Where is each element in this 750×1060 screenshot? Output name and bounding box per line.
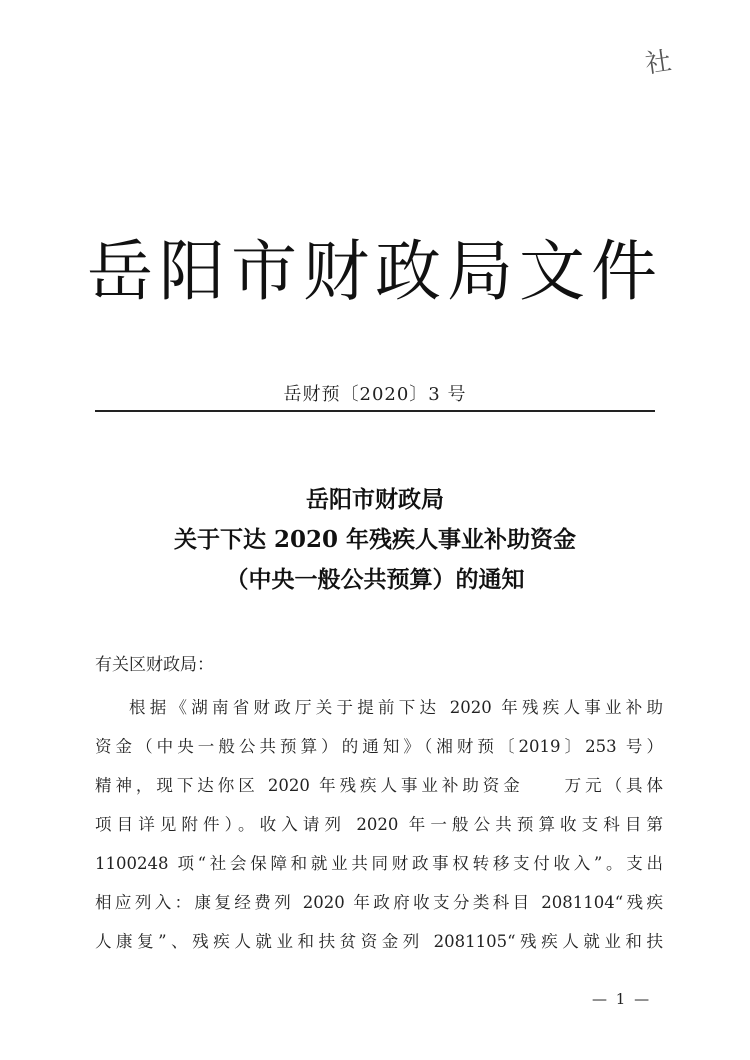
notice-title-line-3: （中央一般公共预算）的通知 [225,566,525,593]
document-number: 岳财预〔2020〕3 号 [283,384,467,405]
body-line: 项目详见附件）。收入请列 2020 年一般公共预算收支科目第 [95,815,663,834]
notice-title [0,480,750,600]
body-line: 精神，现下达你区 2020 年残疾人事业补助资金 万元（具体 [95,776,663,795]
body-line: 资金（中央一般公共预算）的通知》（湘财预〔2019〕253 号） [95,737,663,756]
header-divider [95,410,655,412]
body-line: 相应列入：康复经费列 2020 年政府收支分类科目 2081104“残疾 [95,893,663,912]
body-line: 1100248 项“社会保障和就业共同财政事权转移支付收入”。支出 [95,854,663,873]
body-paragraph [95,688,663,961]
body-line: 根据《湖南省财政厅关于提前下达 2020 年残疾人事业补助 [129,698,663,717]
notice-title-line-1: 岳阳市财政局 [306,486,444,513]
handwritten-annotation: 社 [643,46,674,80]
issuer-title: 岳阳市财政局文件 [87,233,663,310]
page-number: — 1 — [592,990,652,1008]
body-line: 人康复”、残疾人就业和扶贫资金列 2081105“残疾人就业和扶 [95,932,663,951]
notice-title-line-2: 关于下达 2020 年残疾人事业补助资金 [173,526,577,553]
salutation: 有关区财政局： [95,655,214,675]
